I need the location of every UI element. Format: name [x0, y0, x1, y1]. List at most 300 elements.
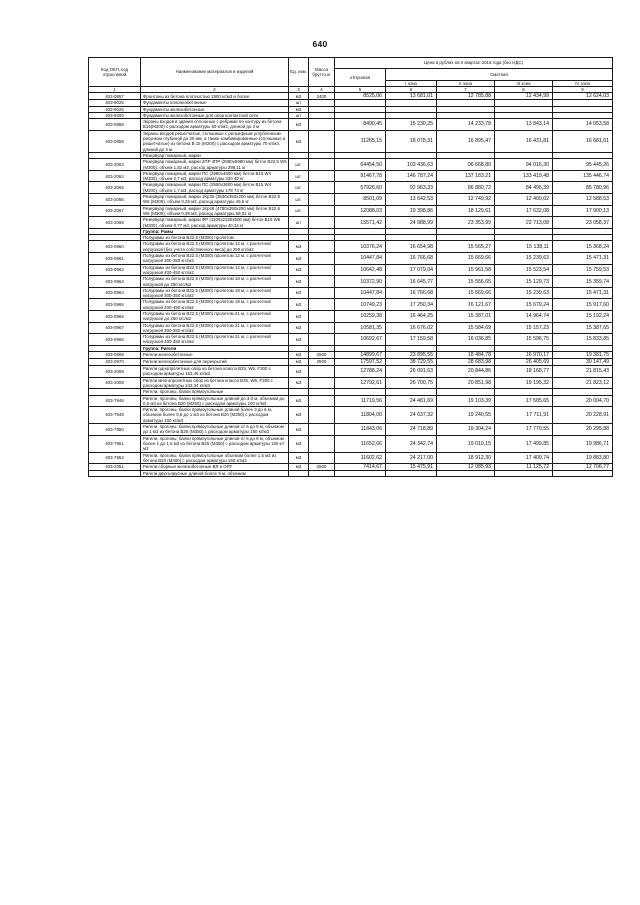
row-zone-4-price: 16 681,61	[553, 130, 613, 152]
row-code: 403-2064	[89, 170, 141, 182]
row-code: 403-9026	[89, 106, 141, 112]
row-zone-2-price: 16 121,67	[437, 299, 495, 311]
row-release-price: 57926,60	[335, 182, 386, 194]
row-mass: 2500	[309, 359, 335, 366]
row-code: 403-0964	[89, 287, 141, 299]
row-code: 403-2068	[89, 217, 141, 229]
row-unit: м3	[289, 377, 309, 389]
table-row	[89, 170, 613, 182]
row-zone-3-price: 22 713,08	[495, 217, 553, 229]
table-row	[89, 299, 613, 311]
row-mass	[309, 217, 335, 229]
table-row	[89, 352, 613, 359]
row-zone-3-price: 84 496,39	[495, 182, 553, 194]
row-unit: м3	[289, 452, 309, 464]
row-unit: м3	[289, 322, 309, 334]
row-unit: шт	[289, 112, 309, 118]
row-code: 403-0967	[89, 322, 141, 334]
row-zone-1-price: 146 787,24	[386, 170, 437, 182]
row-name: Полурамы из бетона В22,5 (М300) пролетом 21 м, с расчетной нагрузкой 400-450 кгс/м2	[141, 334, 289, 346]
row-release-price: 10581,35	[335, 322, 386, 334]
row-release-price: 8525,06	[335, 93, 386, 100]
row-code: 403-0966	[89, 310, 141, 322]
row-release-price: 10376,24	[335, 241, 386, 253]
row-zone-4-price: 12 624,03	[553, 93, 613, 100]
column-number: 7	[437, 87, 495, 93]
row-zone-2-price: 15 584,69	[437, 322, 495, 334]
row-zone-4-price: 21 823,12	[553, 377, 613, 389]
row-code: 403-0962	[89, 264, 141, 276]
row-zone-2-price: 18 912,30	[437, 452, 495, 464]
row-mass	[309, 452, 335, 464]
row-zone-1-price: 92 963,33	[386, 182, 437, 194]
row-zone-3-price: 17 409,74	[495, 452, 553, 464]
row-zone-2-price: 18 129,61	[437, 205, 495, 217]
row-mass: 2500	[309, 352, 335, 359]
row-code: 403-0959	[89, 130, 141, 152]
header-zone-3: III зона	[495, 80, 553, 86]
row-code: 403-0960	[89, 241, 141, 253]
row-unit: м3	[289, 310, 309, 322]
row-name: Фронтоны из бетона плотностью 1900 кг/м3 и более	[141, 93, 289, 100]
row-zone-4-price: 15 359,74	[553, 276, 613, 288]
row-code: 403-2009	[89, 377, 141, 389]
table-row	[89, 119, 613, 131]
row-code: 403-0970	[89, 359, 141, 366]
row-name: Экраны входов решетчатые, сплошные с рельефным углубленным рисунком глубиной до 30 мм, а также комбинированные (сплошные и решетчатые) из бетона В 15 (М200) с расходом арматуры 70 кг/м3, длиной до 3 м	[141, 130, 289, 152]
row-name: Резервуар пожарный, марки 1Кр48 (4780x350x200 мм) бетон В22,5 W6 (М300), объем 0,35 м3, расход арматуры 58,01 кг	[141, 205, 289, 217]
row-zone-3-price: 17 711,91	[495, 407, 553, 424]
row-mass	[309, 366, 335, 378]
row-mass	[309, 159, 335, 171]
row-zone-3-price: 15 157,23	[495, 322, 553, 334]
row-name: Ригели многопролетных опор из бетона класса В25, W6, F300 с расходом арматуры 142,34 кг/м3	[141, 377, 289, 389]
row-unit: шт.	[289, 194, 309, 206]
table-row	[89, 424, 613, 436]
header-price-title: Цена в рублях на II квартал 2016 года (без НДС)	[335, 58, 613, 69]
row-release-price: 14899,67	[335, 352, 386, 359]
row-zone-2-price: 28 683,98	[437, 359, 495, 366]
row-code: 403-0857	[89, 93, 141, 100]
row-unit: шт.	[289, 182, 309, 194]
row-name: Ригели сборные железобетонные ВЛ и ОРУ	[141, 464, 289, 471]
row-zone-2-price: 15 961,58	[437, 264, 495, 276]
row-zone-3-price: 17 585,65	[495, 395, 553, 407]
row-name: Фундаменты колоннобетонные	[141, 100, 289, 106]
row-mass	[309, 424, 335, 436]
row-unit: шт	[289, 217, 309, 229]
row-release-price: 10372,90	[335, 276, 386, 288]
row-unit: м3	[289, 241, 309, 253]
row-release-price: 11804,00	[335, 407, 386, 424]
row-zone-1-price: 13 642,53	[386, 194, 437, 206]
row-release-price: 10259,38	[335, 310, 386, 322]
row-zone-2-price: 19 304,24	[437, 424, 495, 436]
row-mass	[309, 435, 335, 452]
row-zone-3-price: 12 400,02	[495, 194, 553, 206]
row-name: Ригели железобетонные	[141, 352, 289, 359]
row-mass	[309, 395, 335, 407]
row-release-price: 11265,15	[335, 130, 386, 152]
row-release-price: 10447,84	[335, 253, 386, 265]
row-zone-1-price	[386, 471, 437, 477]
row-name: Резервуар пожарный, марки 1Кр35 (3530x350x200 мм) бетон В22,5 W6 (М300), объем 0,26 м3, расход арматуры 49,6 кг	[141, 194, 289, 206]
column-number: 6	[386, 87, 437, 93]
row-name: Полурамы из бетона В22,5 (М300) пролетом 18 м, с расчетной нагрузкой до 250 кгс/м2	[141, 276, 289, 288]
row-name: Ригели, прогоны, балки прямоугольные длиной более 3 до 6 м, объемом более 0,5 до 1 м3 из бетона В20 (М250) с расходом арматуры 100 кг/м3	[141, 407, 289, 424]
row-name: Ригели, прогоны, балки прямоугольные	[141, 389, 289, 395]
row-unit: шт	[289, 100, 309, 106]
row-zone-3-price: 13 843,14	[495, 119, 553, 131]
row-release-price: 64454,50	[335, 159, 386, 171]
table-row	[89, 287, 613, 299]
header-zone-4: IV зона	[553, 80, 613, 86]
row-zone-2-price: 15 556,65	[437, 276, 495, 288]
row-name: Экраны входов в здания сплошные с ребрами по контуру из бетона В15(М200) с расходом арматуры 60 кг/м3, длиной до 3 м	[141, 119, 289, 131]
row-code: 403-0965	[89, 299, 141, 311]
row-mass	[309, 130, 335, 152]
row-zone-4-price: 15 192,24	[553, 310, 613, 322]
row-zone-3-price: 17 632,08	[495, 205, 553, 217]
row-zone-1-price: 24 342,74	[386, 435, 437, 452]
row-zone-3-price: 16 431,81	[495, 130, 553, 152]
row-name: Ригели, прогоны, балки прямоугольные длиной до 3,0 м, объемом до 0,5 м3 из бетона В20 (М250) с расходом арматуры 100 кг/м3	[141, 395, 289, 407]
table-row	[89, 407, 613, 424]
row-mass	[309, 194, 335, 206]
row-zone-4-price: 85 780,96	[553, 182, 613, 194]
row-unit: м3	[289, 366, 309, 378]
row-zone-3-price: 15 523,54	[495, 264, 553, 276]
row-zone-3-price: 26 405,69	[495, 359, 553, 366]
row-name: Резервуар пожарный, марки ФР (1100x2100x500 мм) бетон В15 W6 (М200), объем 0,77 м3, расход арматуры 40,34 кг	[141, 217, 289, 229]
row-zone-1-price: 17 159,58	[386, 334, 437, 346]
row-unit: шт.	[289, 159, 309, 171]
row-code: 403-2065	[89, 182, 141, 194]
row-mass	[309, 471, 335, 477]
row-release-price: 11602,62	[335, 452, 386, 464]
row-zone-4-price: 30 147,49	[553, 359, 613, 366]
row-zone-1-price: 24 637,32	[386, 407, 437, 424]
row-zone-2-price: 19 010,15	[437, 435, 495, 452]
table-row	[89, 452, 613, 464]
row-name: Полурамы из бетона В22,5 (М300) пролетом	[141, 235, 289, 241]
row-mass	[309, 119, 335, 131]
row-zone-2-price: 12 085,93	[437, 464, 495, 471]
row-name: Резервуар пожарный, марки	[141, 152, 289, 158]
row-zone-4-price: 15 471,31	[553, 253, 613, 265]
row-zone-1-price: 15 475,91	[386, 464, 437, 471]
row-release-price: 10692,67	[335, 334, 386, 346]
row-zone-3-price: 16 970,17	[495, 352, 553, 359]
column-number: 8	[495, 87, 553, 93]
row-zone-3-price: 15 596,75	[495, 334, 553, 346]
row-zone-1-price: 16 645,77	[386, 276, 437, 288]
row-mass	[309, 182, 335, 194]
row-zone-4-price: 95 445,26	[553, 159, 613, 171]
row-zone-2-price: 15 669,66	[437, 253, 495, 265]
row-code: 403-7952	[89, 452, 141, 464]
row-zone-1-price: 38 729,55	[386, 359, 437, 366]
row-zone-3-price	[495, 471, 553, 477]
row-mass	[309, 287, 335, 299]
row-release-price: 10642,48	[335, 264, 386, 276]
row-name: Ригели двухъярусные длиной более 9 м, объемом	[141, 471, 289, 477]
row-name: Полурамы из бетона В22,5 (М300) пролетом 21 м, с расчетной нагрузкой до 250 кгс/м2	[141, 310, 289, 322]
table-row	[89, 159, 613, 171]
row-zone-4-price: 15 368,24	[553, 241, 613, 253]
table-row	[89, 93, 613, 100]
row-name: Ригели, прогоны, балки прямоугольные объемом более 1,5 м3 из бетона В30 (М400) с расходом арматуры 150 кг/м3	[141, 452, 289, 464]
row-code: 403-2351	[89, 464, 141, 471]
row-code: 403-0969	[89, 352, 141, 359]
row-unit: м3	[289, 119, 309, 131]
row-name: Полурамы из бетона В22,5 (М300) пролетом 18 м, с расчетной нагрузкой 300-350 кгс/м2	[141, 287, 289, 299]
row-zone-3-price: 17 770,55	[495, 424, 553, 436]
row-name: Ригели железобетонные для перекрытий	[141, 359, 289, 366]
table-row	[89, 322, 613, 334]
header-unit: Ед. изм.	[289, 58, 309, 87]
row-zone-4-price: 19 986,71	[553, 435, 613, 452]
row-zone-2-price: 19 240,55	[437, 407, 495, 424]
row-unit: шт.	[289, 205, 309, 217]
row-name: Ригели, прогоны, балки прямоугольные длиной от 6 до 9 м, объемом более 1 до 1,5 м3 из бетона В25 (М350) с расходом арматуры 150 кг/м3	[141, 435, 289, 452]
row-code: 403-0961	[89, 253, 141, 265]
table-row	[89, 377, 613, 389]
table-row	[89, 395, 613, 407]
row-zone-3-price: 15 239,63	[495, 287, 553, 299]
row-zone-1-price: 16 766,68	[386, 253, 437, 265]
row-code: 403-7949	[89, 407, 141, 424]
row-zone-1-price: 24 217,00	[386, 452, 437, 464]
row-release-price: 12792,61	[335, 377, 386, 389]
row-zone-1-price: 17 250,34	[386, 299, 437, 311]
row-name: Резервуар пожарный, марки 2ПР 4ПР (2980x5980 мм) бетон В22,5 W6 (М300), объем 1,82 м3, расход арматуры 298,11 кг	[141, 159, 289, 171]
row-name: Ригели, прогоны, балки прямоугольные длиной от 6 до 9 м, объемом до 1 м3 из бетона В25 (М350) с расходом арматуры 150 кг/м3	[141, 424, 289, 436]
row-release-price: 11652,66	[335, 435, 386, 452]
table-row	[89, 130, 613, 152]
row-release-price: 8490,45	[335, 119, 386, 131]
row-unit: м3	[289, 334, 309, 346]
row-name: Резервуар пожарный, марки ПС (2980x4800 мм) бетон В15 W4 (М200), объем 2,7 м3, расход арматуры 320 40 кг	[141, 170, 289, 182]
row-name: Полурамы из бетона В22,5 (М300) пролетом 18 м, с расчетной нагрузкой 400-450 кгс/м2	[141, 299, 289, 311]
table-row	[89, 264, 613, 276]
row-zone-3-price: 19 195,32	[495, 377, 553, 389]
row-mass: 2500	[309, 464, 335, 471]
row-unit: м3	[289, 276, 309, 288]
row-zone-4-price: 15 759,53	[553, 264, 613, 276]
row-mass: 2400	[309, 93, 335, 100]
row-zone-3-price: 15 679,24	[495, 299, 553, 311]
row-zone-3-price: 15 239,63	[495, 253, 553, 265]
row-zone-4-price: 21 815,43	[553, 366, 613, 378]
row-mass	[309, 205, 335, 217]
row-zone-3-price: 15 138,11	[495, 241, 553, 253]
row-zone-3-price: 18 168,77	[495, 366, 553, 378]
row-code: 403-2067	[89, 205, 141, 217]
row-code: 403-2008	[89, 366, 141, 378]
table-row	[89, 366, 613, 378]
row-zone-3-price: 15 129,73	[495, 276, 553, 288]
row-zone-3-price: 11 125,72	[495, 464, 553, 471]
table-row	[89, 217, 613, 229]
row-zone-4-price: 15 833,85	[553, 334, 613, 346]
row-code: 403-2063	[89, 159, 141, 171]
row-unit: м3	[289, 395, 309, 407]
row-zone-1-price: 26 700,75	[386, 377, 437, 389]
row-zone-2-price: 12 749,92	[437, 194, 495, 206]
row-zone-1-price: 17 079,04	[386, 264, 437, 276]
row-zone-1-price: 16 654,98	[386, 241, 437, 253]
row-release-price: 91467,78	[335, 170, 386, 182]
row-release-price: 17597,52	[335, 359, 386, 366]
row-name: Полурамы из бетона В22,5 (М300) пролетом 12 м, с расчетной нагрузкой (без учета собственного веса) до 250 кгс/м2	[141, 241, 289, 253]
row-unit: м3	[289, 352, 309, 359]
row-zone-1-price: 26 091,63	[386, 366, 437, 378]
header-name: Наименование материалов и изделий	[141, 58, 289, 87]
row-unit: м3	[289, 359, 309, 366]
row-name: Группа: Ригели	[141, 345, 289, 351]
table-row	[89, 205, 613, 217]
row-zone-2-price: 96 668,80	[437, 159, 495, 171]
row-zone-2-price: 18 484,78	[437, 352, 495, 359]
row-name: Полурамы из бетона В22,5 (М300) пролетом 12 м, с расчетной нагрузкой 400-450 кгс/м2	[141, 264, 289, 276]
row-zone-1-price: 16 464,25	[386, 310, 437, 322]
row-zone-4-price: 19 381,75	[553, 352, 613, 359]
row-zone-1-price: 15 230,25	[386, 119, 437, 131]
row-zone-3-price: 17 499,85	[495, 435, 553, 452]
row-mass	[309, 253, 335, 265]
row-zone-1-price: 19 398,86	[386, 205, 437, 217]
row-name: Резервуар пожарный, марки ПС (2950x3600 мм) бетон В15 W4 (М200), объем 1,7 м3, расход арматуры 178 74 кг	[141, 182, 289, 194]
row-release-price: 11843,06	[335, 424, 386, 436]
row-code: 403-7951	[89, 435, 141, 452]
header-code: Код ОКП, код отраслевой	[89, 58, 141, 87]
row-unit: м3	[289, 253, 309, 265]
header-mass: Масса брутто кг	[309, 58, 335, 87]
row-zone-4-price: 23 058,37	[553, 217, 613, 229]
row-zone-4-price: 15 471,31	[553, 287, 613, 299]
table-row	[89, 471, 613, 477]
row-unit: м3	[289, 435, 309, 452]
row-zone-4-price: 17 900,13	[553, 205, 613, 217]
row-mass	[309, 407, 335, 424]
page-number: 640	[312, 39, 328, 49]
row-mass	[309, 264, 335, 276]
row-release-price: 7414,67	[335, 464, 386, 471]
row-zone-4-price: 14 053,58	[553, 119, 613, 131]
row-unit: м3	[289, 130, 309, 152]
row-unit: м3	[289, 287, 309, 299]
row-zone-1-price: 13 681,01	[386, 93, 437, 100]
table-row	[89, 182, 613, 194]
table-row	[89, 334, 613, 346]
row-name: Полурамы из бетона В22,5 (М300) пролетом 21 м, с расчетной нагрузкой 300-350 кгс/м2	[141, 322, 289, 334]
column-number: 3	[289, 87, 309, 93]
row-zone-1-price: 24 988,99	[386, 217, 437, 229]
row-code	[89, 471, 141, 477]
row-release-price: 11719,56	[335, 395, 386, 407]
row-release-price	[335, 471, 386, 477]
row-mass	[309, 276, 335, 288]
row-zone-2-price: 19 103,39	[437, 395, 495, 407]
row-unit	[289, 471, 309, 477]
row-zone-4-price: 20 295,88	[553, 424, 613, 436]
row-zone-1-price: 16 766,68	[386, 287, 437, 299]
row-mass	[309, 299, 335, 311]
column-number: 5	[335, 87, 386, 93]
row-zone-1-price: 23 895,55	[386, 352, 437, 359]
row-zone-1-price: 16 676,02	[386, 322, 437, 334]
row-zone-4-price: 12 588,53	[553, 194, 613, 206]
table-row	[89, 253, 613, 265]
table-row	[89, 310, 613, 322]
row-zone-3-price: 133 419,48	[495, 170, 553, 182]
column-number: 9	[553, 87, 613, 93]
row-unit: м3	[289, 299, 309, 311]
row-zone-1-price: 103 436,63	[386, 159, 437, 171]
row-unit: м3	[289, 93, 309, 100]
table-row	[89, 194, 613, 206]
header-estimate-price: Сметная	[386, 69, 613, 81]
row-zone-3-price: 94 016,30	[495, 159, 553, 171]
row-zone-2-price: 15 669,66	[437, 287, 495, 299]
price-table	[88, 57, 613, 477]
row-zone-1-price: 24 718,89	[386, 424, 437, 436]
table-header	[89, 58, 613, 93]
row-unit: м3	[289, 106, 309, 112]
row-unit: м3	[289, 424, 309, 436]
row-zone-2-price: 20 844,86	[437, 366, 495, 378]
row-release-price: 12088,03	[335, 205, 386, 217]
row-mass	[309, 170, 335, 182]
row-zone-1-price: 18 078,31	[386, 130, 437, 152]
header-zone-2: II зона	[437, 80, 495, 86]
row-zone-2-price: 20 851,98	[437, 377, 495, 389]
row-mass	[309, 310, 335, 322]
row-mass	[309, 322, 335, 334]
row-release-price: 10749,23	[335, 299, 386, 311]
row-zone-2-price: 12 785,88	[437, 93, 495, 100]
row-code: 403-9200	[89, 112, 141, 118]
row-code: 403-9025	[89, 100, 141, 106]
row-code: 403-0963	[89, 276, 141, 288]
table-row	[89, 464, 613, 471]
row-zone-3-price: 12 434,99	[495, 93, 553, 100]
column-number: 1	[89, 87, 141, 93]
table-row	[89, 435, 613, 452]
row-name: Группа: Рамы	[141, 228, 289, 234]
row-zone-4-price: 15 387,65	[553, 322, 613, 334]
row-zone-2-price: 15 387,01	[437, 310, 495, 322]
row-zone-2-price: 16 036,85	[437, 334, 495, 346]
row-zone-3-price: 14 964,74	[495, 310, 553, 322]
table-body	[89, 93, 613, 477]
row-mass	[309, 334, 335, 346]
row-zone-4-price	[553, 471, 613, 477]
row-zone-2-price: 14 233,78	[437, 119, 495, 131]
row-name: Ригели однопролетных опор из бетона класса В25, W6, F300 с расходом арматуры 153,45 кг/м3	[141, 366, 289, 378]
row-name: Фундаменты железобетонные для опор контактной сети	[141, 112, 289, 118]
row-mass	[309, 241, 335, 253]
row-release-price: 15571,42	[335, 217, 386, 229]
header-zone-1: I зона	[386, 80, 437, 86]
column-number: 2	[141, 87, 289, 93]
row-code: 403-7948	[89, 395, 141, 407]
row-zone-2-price: 16 895,47	[437, 130, 495, 152]
row-release-price: 10447,84	[335, 287, 386, 299]
row-unit: м3	[289, 264, 309, 276]
row-code: 403-0958	[89, 119, 141, 131]
